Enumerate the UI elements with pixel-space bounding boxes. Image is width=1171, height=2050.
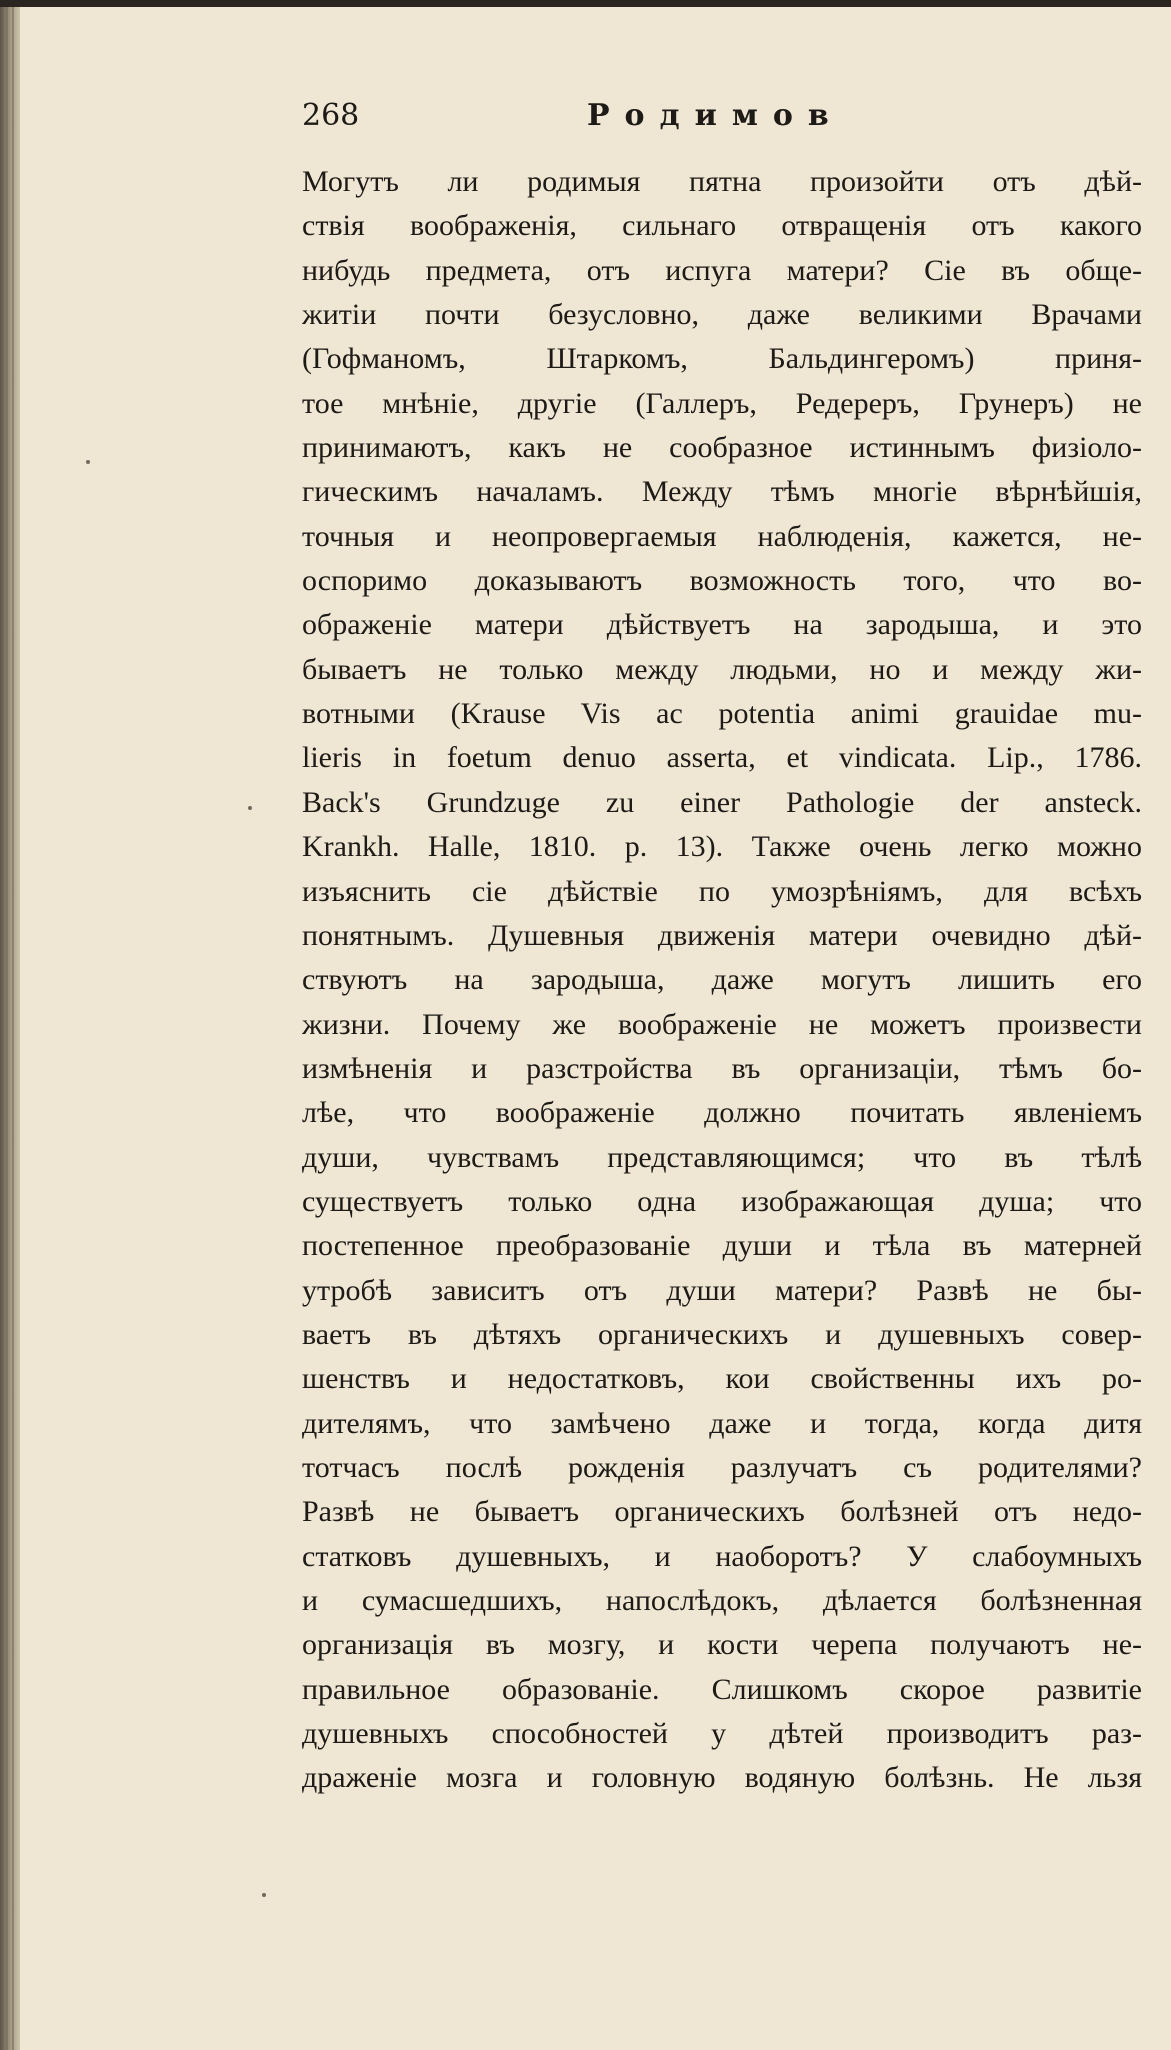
text-line: точныя и неопровергаемыя наблюденія, кажется, не-	[302, 519, 1142, 553]
running-head: Родимов	[587, 98, 844, 133]
text-line: оспоримо доказываютъ возможность того, что во-	[302, 564, 1142, 598]
body-text	[302, 160, 1142, 1801]
text-line: дителямъ, что замѣчено даже и тогда, когда дитя	[302, 1406, 1142, 1440]
text-line: ствуютъ на зародыша, даже могутъ лишить его	[302, 963, 1142, 997]
gutter-line	[6, 7, 8, 2050]
text-line: вотными (Krause Vis ac potentia animi grauidae mu-	[302, 697, 1142, 731]
text-line: правильное образованіе. Слишкомъ скорое развитіе	[302, 1672, 1142, 1706]
text-line: лѣе, что воображеніе должно почитать явленіемъ	[302, 1096, 1142, 1130]
text-line: драженіе мозга и головную водяную болѣзнь. Не льзя	[302, 1761, 1142, 1795]
text-line: lieris in foetum denuo asserta, et vindicata. Lip., 1786.	[302, 741, 1142, 775]
text-line: жизни. Почему же воображеніе не можетъ произвести	[302, 1007, 1142, 1041]
text-line: житіи почти безусловно, даже великими Врачами	[302, 298, 1142, 332]
text-line: постепенное преобразованіе души и тѣла въ матерней	[302, 1229, 1142, 1263]
binding-gutter	[0, 7, 20, 2050]
text-line: существуетъ только одна изображающая душа; что	[302, 1184, 1142, 1218]
text-line: изъяснить сіе дѣйствіе по умозрѣніямъ, для всѣхъ	[302, 874, 1142, 908]
text-line: тотчасъ послѣ рожденія разлучатъ съ родителями?	[302, 1450, 1142, 1484]
text-line: утробѣ зависитъ отъ души матери? Развѣ не бы-	[302, 1273, 1142, 1307]
paper-speck	[248, 806, 252, 810]
page-number: 268	[302, 98, 360, 133]
text-line: принимаютъ, какъ не сообразное истиннымъ физіоло-	[302, 431, 1142, 465]
text-line: Могутъ ли родимыя пятна произойти отъ дѣй-	[302, 165, 1142, 198]
text-line: шенствъ и недостатковъ, кои свойственны ихъ ро-	[302, 1362, 1142, 1396]
text-line: статковъ душевныхъ, и наоборотъ? У слабоумныхъ	[302, 1539, 1142, 1573]
text-line: нибудь предмета, отъ испуга матери? Сіе въ обще-	[302, 253, 1142, 287]
page-top-edge	[0, 0, 1171, 7]
text-line: измѣненія и разстройства въ организаціи, тѣмъ бо-	[302, 1051, 1142, 1085]
text-line: Krankh. Halle, 1810. p. 13). Также очень легко можно	[302, 830, 1142, 864]
paper-speck	[86, 460, 90, 464]
paper-speck	[262, 1893, 266, 1897]
text-line: и сумасшедшихъ, напослѣдокъ, дѣлается болѣзненная	[302, 1584, 1142, 1617]
gutter-line	[12, 7, 14, 2050]
text-line: Развѣ не бываетъ органическихъ болѣзней отъ недо-	[302, 1495, 1142, 1529]
text-line: организація въ мозгу, и кости черепа получаютъ не-	[302, 1628, 1142, 1662]
text-line: душевныхъ способностей у дѣтей производитъ раз-	[302, 1717, 1142, 1751]
text-line: ствія воображенія, сильнаго отвращенія отъ какого	[302, 209, 1142, 243]
text-line: ваетъ въ дѣтяхъ органическихъ и душевныхъ совер-	[302, 1317, 1142, 1351]
text-line: гическимъ началамъ. Между тѣмъ многіе вѣрнѣйшія,	[302, 475, 1142, 509]
text-line: ображеніе матери дѣйствуетъ на зародыша, и это	[302, 608, 1142, 642]
text-line: бываетъ не только между людьми, но и между жи-	[302, 652, 1142, 686]
text-line: души, чувствамъ представляющимся; что въ тѣлѣ	[302, 1140, 1142, 1174]
text-line: понятнымъ. Душевныя движенія матери очевидно дѣй-	[302, 918, 1142, 952]
text-line: Back's Grundzuge zu einer Pathologie der ansteck.	[302, 785, 1142, 819]
text-line: (Гофманомъ, Штаркомъ, Бальдингеромъ) приня-	[302, 342, 1142, 376]
page-header	[302, 96, 1142, 140]
text-line: тое мнѣніе, другіе (Галлеръ, Редереръ, Грунеръ) не	[302, 386, 1142, 420]
